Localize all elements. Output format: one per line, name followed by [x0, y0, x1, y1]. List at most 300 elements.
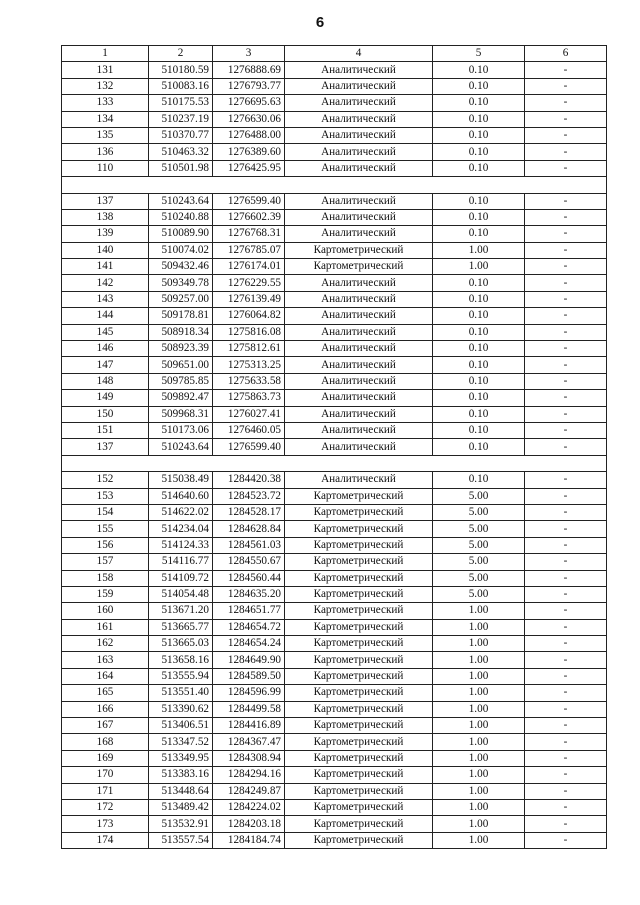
x-coordinate-cell: 510240.88	[149, 209, 213, 225]
description-cell: -	[525, 619, 607, 635]
x-coordinate-cell: 510243.64	[149, 193, 213, 209]
point-number-cell: 153	[62, 488, 149, 504]
table-row	[62, 209, 607, 225]
method-cell: Аналитический	[285, 209, 433, 225]
accuracy-cell: 0.10	[433, 111, 525, 127]
y-coordinate-cell: 1284523.72	[213, 488, 285, 504]
method-cell: Аналитический	[285, 193, 433, 209]
y-coordinate-cell: 1284596.99	[213, 685, 285, 701]
accuracy-cell: 1.00	[433, 668, 525, 684]
y-coordinate-cell: 1284224.02	[213, 799, 285, 815]
table-row	[62, 586, 607, 602]
method-cell: Картометрический	[285, 259, 433, 275]
description-cell: -	[525, 472, 607, 488]
description-cell: -	[525, 242, 607, 258]
table-row	[62, 734, 607, 750]
table-row	[62, 127, 607, 143]
point-number-cell: 147	[62, 357, 149, 373]
x-coordinate-cell: 510175.53	[149, 95, 213, 111]
method-cell: Аналитический	[285, 111, 433, 127]
y-coordinate-cell: 1276602.39	[213, 209, 285, 225]
description-cell: -	[525, 422, 607, 438]
x-coordinate-cell: 509432.46	[149, 259, 213, 275]
empty-cell	[213, 177, 285, 193]
accuracy-cell: 0.10	[433, 390, 525, 406]
table-row	[62, 685, 607, 701]
y-coordinate-cell: 1276888.69	[213, 62, 285, 78]
y-coordinate-cell: 1284654.24	[213, 636, 285, 652]
point-number-cell: 172	[62, 799, 149, 815]
empty-cell	[285, 455, 433, 471]
point-number-cell: 165	[62, 685, 149, 701]
x-coordinate-cell: 513532.91	[149, 816, 213, 832]
accuracy-cell: 1.00	[433, 816, 525, 832]
y-coordinate-cell: 1284628.84	[213, 521, 285, 537]
point-number-cell: 152	[62, 472, 149, 488]
table-row	[62, 472, 607, 488]
method-cell: Аналитический	[285, 341, 433, 357]
y-coordinate-cell: 1284550.67	[213, 554, 285, 570]
method-cell: Картометрический	[285, 521, 433, 537]
x-coordinate-cell: 514054.48	[149, 586, 213, 602]
y-coordinate-cell: 1284560.44	[213, 570, 285, 586]
empty-cell	[149, 455, 213, 471]
description-cell: -	[525, 652, 607, 668]
accuracy-cell: 0.10	[433, 144, 525, 160]
empty-cell	[525, 177, 607, 193]
x-coordinate-cell: 513671.20	[149, 603, 213, 619]
point-number-cell: 132	[62, 78, 149, 94]
x-coordinate-cell: 510074.02	[149, 242, 213, 258]
y-coordinate-cell: 1284308.94	[213, 750, 285, 766]
point-number-cell: 138	[62, 209, 149, 225]
table-row	[62, 799, 607, 815]
accuracy-cell: 0.10	[433, 95, 525, 111]
accuracy-cell: 5.00	[433, 488, 525, 504]
x-coordinate-cell: 509785.85	[149, 373, 213, 389]
x-coordinate-cell: 513665.77	[149, 619, 213, 635]
description-cell: -	[525, 62, 607, 78]
x-coordinate-cell: 510370.77	[149, 127, 213, 143]
description-cell: -	[525, 259, 607, 275]
point-number-cell: 139	[62, 226, 149, 242]
description-cell: -	[525, 291, 607, 307]
x-coordinate-cell: 510463.32	[149, 144, 213, 160]
method-cell: Картометрический	[285, 586, 433, 602]
y-coordinate-cell: 1275313.25	[213, 357, 285, 373]
x-coordinate-cell: 514234.04	[149, 521, 213, 537]
column-header: 5	[433, 46, 525, 62]
accuracy-cell: 0.10	[433, 324, 525, 340]
method-cell: Аналитический	[285, 291, 433, 307]
x-coordinate-cell: 510180.59	[149, 62, 213, 78]
table-row	[62, 341, 607, 357]
method-cell: Картометрический	[285, 832, 433, 848]
table-row	[62, 95, 607, 111]
y-coordinate-cell: 1284184.74	[213, 832, 285, 848]
point-number-cell: 167	[62, 718, 149, 734]
point-number-cell: 143	[62, 291, 149, 307]
accuracy-cell: 1.00	[433, 603, 525, 619]
description-cell: -	[525, 554, 607, 570]
description-cell: -	[525, 78, 607, 94]
description-cell: -	[525, 799, 607, 815]
point-number-cell: 163	[62, 652, 149, 668]
table-header-row	[62, 46, 607, 62]
method-cell: Картометрический	[285, 570, 433, 586]
table-row	[62, 570, 607, 586]
point-number-cell: 166	[62, 701, 149, 717]
description-cell: -	[525, 734, 607, 750]
x-coordinate-cell: 513665.03	[149, 636, 213, 652]
description-cell: -	[525, 111, 607, 127]
accuracy-cell: 0.10	[433, 308, 525, 324]
table-body	[62, 62, 607, 849]
accuracy-cell: 1.00	[433, 832, 525, 848]
table-row	[62, 521, 607, 537]
y-coordinate-cell: 1284499.58	[213, 701, 285, 717]
table-row	[62, 291, 607, 307]
point-number-cell: 140	[62, 242, 149, 258]
point-number-cell: 137	[62, 439, 149, 455]
accuracy-cell: 1.00	[433, 685, 525, 701]
method-cell: Аналитический	[285, 422, 433, 438]
method-cell: Картометрический	[285, 537, 433, 553]
method-cell: Аналитический	[285, 62, 433, 78]
description-cell: -	[525, 521, 607, 537]
description-cell: -	[525, 406, 607, 422]
table-row	[62, 537, 607, 553]
accuracy-cell: 5.00	[433, 521, 525, 537]
table-row	[62, 439, 607, 455]
table-row	[62, 226, 607, 242]
table-row	[62, 62, 607, 78]
description-cell: -	[525, 603, 607, 619]
description-cell: -	[525, 193, 607, 209]
description-cell: -	[525, 324, 607, 340]
table-row	[62, 242, 607, 258]
column-header: 6	[525, 46, 607, 62]
point-number-cell: 142	[62, 275, 149, 291]
x-coordinate-cell: 510083.16	[149, 78, 213, 94]
table-row	[62, 308, 607, 324]
y-coordinate-cell: 1284416.89	[213, 718, 285, 734]
empty-cell	[433, 177, 525, 193]
accuracy-cell: 1.00	[433, 636, 525, 652]
table-row	[62, 504, 607, 520]
accuracy-cell: 1.00	[433, 259, 525, 275]
description-cell: -	[525, 636, 607, 652]
point-number-cell: 161	[62, 619, 149, 635]
description-cell: -	[525, 750, 607, 766]
description-cell: -	[525, 668, 607, 684]
table-row	[62, 603, 607, 619]
method-cell: Картометрический	[285, 816, 433, 832]
column-header: 2	[149, 46, 213, 62]
table-row	[62, 701, 607, 717]
table-row	[62, 144, 607, 160]
accuracy-cell: 1.00	[433, 242, 525, 258]
accuracy-cell: 0.10	[433, 439, 525, 455]
method-cell: Аналитический	[285, 390, 433, 406]
method-cell: Картометрический	[285, 685, 433, 701]
table-row	[62, 160, 607, 176]
accuracy-cell: 0.10	[433, 357, 525, 373]
description-cell: -	[525, 816, 607, 832]
point-number-cell: 135	[62, 127, 149, 143]
x-coordinate-cell: 514640.60	[149, 488, 213, 504]
point-number-cell: 151	[62, 422, 149, 438]
x-coordinate-cell: 513347.52	[149, 734, 213, 750]
description-cell: -	[525, 570, 607, 586]
y-coordinate-cell: 1276174.01	[213, 259, 285, 275]
method-cell: Картометрический	[285, 488, 433, 504]
accuracy-cell: 5.00	[433, 537, 525, 553]
accuracy-cell: 1.00	[433, 619, 525, 635]
description-cell: -	[525, 767, 607, 783]
point-number-cell: 133	[62, 95, 149, 111]
x-coordinate-cell: 513658.16	[149, 652, 213, 668]
description-cell: -	[525, 226, 607, 242]
y-coordinate-cell: 1276460.05	[213, 422, 285, 438]
table-row	[62, 488, 607, 504]
description-cell: -	[525, 357, 607, 373]
table-row	[62, 652, 607, 668]
table-row	[62, 554, 607, 570]
description-cell: -	[525, 160, 607, 176]
y-coordinate-cell: 1275633.58	[213, 373, 285, 389]
accuracy-cell: 0.10	[433, 78, 525, 94]
y-coordinate-cell: 1276785.07	[213, 242, 285, 258]
accuracy-cell: 0.10	[433, 275, 525, 291]
x-coordinate-cell: 513489.42	[149, 799, 213, 815]
empty-cell	[525, 455, 607, 471]
x-coordinate-cell: 508918.34	[149, 324, 213, 340]
description-cell: -	[525, 701, 607, 717]
point-number-cell: 144	[62, 308, 149, 324]
x-coordinate-cell: 509968.31	[149, 406, 213, 422]
accuracy-cell: 0.10	[433, 226, 525, 242]
x-coordinate-cell: 509257.00	[149, 291, 213, 307]
table-row	[62, 668, 607, 684]
point-number-cell: 173	[62, 816, 149, 832]
accuracy-cell: 0.10	[433, 341, 525, 357]
point-number-cell: 110	[62, 160, 149, 176]
table-row	[62, 636, 607, 652]
x-coordinate-cell: 515038.49	[149, 472, 213, 488]
y-coordinate-cell: 1284561.03	[213, 537, 285, 553]
y-coordinate-cell: 1276630.06	[213, 111, 285, 127]
point-number-cell: 145	[62, 324, 149, 340]
description-cell: -	[525, 685, 607, 701]
accuracy-cell: 1.00	[433, 783, 525, 799]
x-coordinate-cell: 510089.90	[149, 226, 213, 242]
point-number-cell: 170	[62, 767, 149, 783]
method-cell: Аналитический	[285, 357, 433, 373]
method-cell: Аналитический	[285, 144, 433, 160]
accuracy-cell: 0.10	[433, 373, 525, 389]
empty-cell	[149, 177, 213, 193]
x-coordinate-cell: 513390.62	[149, 701, 213, 717]
x-coordinate-cell: 513383.16	[149, 767, 213, 783]
y-coordinate-cell: 1276389.60	[213, 144, 285, 160]
method-cell: Аналитический	[285, 160, 433, 176]
point-number-cell: 155	[62, 521, 149, 537]
empty-cell	[285, 177, 433, 193]
method-cell: Картометрический	[285, 799, 433, 815]
point-number-cell: 159	[62, 586, 149, 602]
y-coordinate-cell: 1284367.47	[213, 734, 285, 750]
description-cell: -	[525, 373, 607, 389]
column-header: 4	[285, 46, 433, 62]
x-coordinate-cell: 509892.47	[149, 390, 213, 406]
point-number-cell: 136	[62, 144, 149, 160]
description-cell: -	[525, 275, 607, 291]
table-row	[62, 832, 607, 848]
description-cell: -	[525, 390, 607, 406]
x-coordinate-cell: 508923.39	[149, 341, 213, 357]
point-number-cell: 157	[62, 554, 149, 570]
method-cell: Аналитический	[285, 127, 433, 143]
y-coordinate-cell: 1284249.87	[213, 783, 285, 799]
description-cell: -	[525, 488, 607, 504]
description-cell: -	[525, 439, 607, 455]
description-cell: -	[525, 341, 607, 357]
y-coordinate-cell: 1276793.77	[213, 78, 285, 94]
method-cell: Картометрический	[285, 636, 433, 652]
method-cell: Аналитический	[285, 95, 433, 111]
y-coordinate-cell: 1275863.73	[213, 390, 285, 406]
x-coordinate-cell: 513349.95	[149, 750, 213, 766]
point-number-cell: 154	[62, 504, 149, 520]
y-coordinate-cell: 1284294.16	[213, 767, 285, 783]
y-coordinate-cell: 1275816.08	[213, 324, 285, 340]
x-coordinate-cell: 513557.54	[149, 832, 213, 848]
y-coordinate-cell: 1276488.00	[213, 127, 285, 143]
method-cell: Картометрический	[285, 668, 433, 684]
table-row	[62, 111, 607, 127]
table-row	[62, 816, 607, 832]
table-row	[62, 390, 607, 406]
coordinates-table	[61, 45, 607, 849]
x-coordinate-cell: 513555.94	[149, 668, 213, 684]
x-coordinate-cell: 509651.00	[149, 357, 213, 373]
method-cell: Аналитический	[285, 439, 433, 455]
y-coordinate-cell: 1284635.20	[213, 586, 285, 602]
method-cell: Картометрический	[285, 701, 433, 717]
accuracy-cell: 1.00	[433, 652, 525, 668]
x-coordinate-cell: 510243.64	[149, 439, 213, 455]
y-coordinate-cell: 1275812.61	[213, 341, 285, 357]
y-coordinate-cell: 1284589.50	[213, 668, 285, 684]
method-cell: Аналитический	[285, 275, 433, 291]
description-cell: -	[525, 586, 607, 602]
table-row	[62, 78, 607, 94]
y-coordinate-cell: 1284649.90	[213, 652, 285, 668]
table-separator-row	[62, 177, 607, 193]
y-coordinate-cell: 1276064.82	[213, 308, 285, 324]
description-cell: -	[525, 537, 607, 553]
method-cell: Картометрический	[285, 603, 433, 619]
y-coordinate-cell: 1276425.95	[213, 160, 285, 176]
accuracy-cell: 0.10	[433, 62, 525, 78]
point-number-cell: 160	[62, 603, 149, 619]
method-cell: Картометрический	[285, 652, 433, 668]
accuracy-cell: 5.00	[433, 554, 525, 570]
empty-cell	[62, 455, 149, 471]
y-coordinate-cell: 1284203.18	[213, 816, 285, 832]
table-row	[62, 718, 607, 734]
table-row	[62, 406, 607, 422]
x-coordinate-cell: 514109.72	[149, 570, 213, 586]
table-row	[62, 324, 607, 340]
column-header: 1	[62, 46, 149, 62]
empty-cell	[433, 455, 525, 471]
method-cell: Картометрический	[285, 504, 433, 520]
x-coordinate-cell: 514116.77	[149, 554, 213, 570]
method-cell: Аналитический	[285, 324, 433, 340]
point-number-cell: 149	[62, 390, 149, 406]
table-row	[62, 422, 607, 438]
description-cell: -	[525, 127, 607, 143]
method-cell: Картометрический	[285, 242, 433, 258]
x-coordinate-cell: 509349.78	[149, 275, 213, 291]
point-number-cell: 146	[62, 341, 149, 357]
description-cell: -	[525, 718, 607, 734]
accuracy-cell: 5.00	[433, 586, 525, 602]
point-number-cell: 164	[62, 668, 149, 684]
accuracy-cell: 0.10	[433, 472, 525, 488]
accuracy-cell: 5.00	[433, 570, 525, 586]
accuracy-cell: 0.10	[433, 291, 525, 307]
description-cell: -	[525, 504, 607, 520]
accuracy-cell: 1.00	[433, 767, 525, 783]
x-coordinate-cell: 510173.06	[149, 422, 213, 438]
y-coordinate-cell: 1276695.63	[213, 95, 285, 111]
y-coordinate-cell: 1284528.17	[213, 504, 285, 520]
x-coordinate-cell: 510501.98	[149, 160, 213, 176]
method-cell: Картометрический	[285, 750, 433, 766]
accuracy-cell: 0.10	[433, 209, 525, 225]
accuracy-cell: 1.00	[433, 799, 525, 815]
point-number-cell: 156	[62, 537, 149, 553]
empty-cell	[62, 177, 149, 193]
table-row	[62, 767, 607, 783]
method-cell: Аналитический	[285, 406, 433, 422]
x-coordinate-cell: 513448.64	[149, 783, 213, 799]
point-number-cell: 168	[62, 734, 149, 750]
x-coordinate-cell: 513406.51	[149, 718, 213, 734]
method-cell: Аналитический	[285, 78, 433, 94]
accuracy-cell: 1.00	[433, 701, 525, 717]
y-coordinate-cell: 1284654.72	[213, 619, 285, 635]
point-number-cell: 150	[62, 406, 149, 422]
method-cell: Картометрический	[285, 554, 433, 570]
table-row	[62, 275, 607, 291]
y-coordinate-cell: 1276229.55	[213, 275, 285, 291]
y-coordinate-cell: 1284651.77	[213, 603, 285, 619]
point-number-cell: 148	[62, 373, 149, 389]
description-cell: -	[525, 832, 607, 848]
point-number-cell: 141	[62, 259, 149, 275]
table-row	[62, 373, 607, 389]
accuracy-cell: 0.10	[433, 406, 525, 422]
method-cell: Картометрический	[285, 619, 433, 635]
description-cell: -	[525, 209, 607, 225]
method-cell: Картометрический	[285, 718, 433, 734]
method-cell: Аналитический	[285, 373, 433, 389]
table-row	[62, 619, 607, 635]
